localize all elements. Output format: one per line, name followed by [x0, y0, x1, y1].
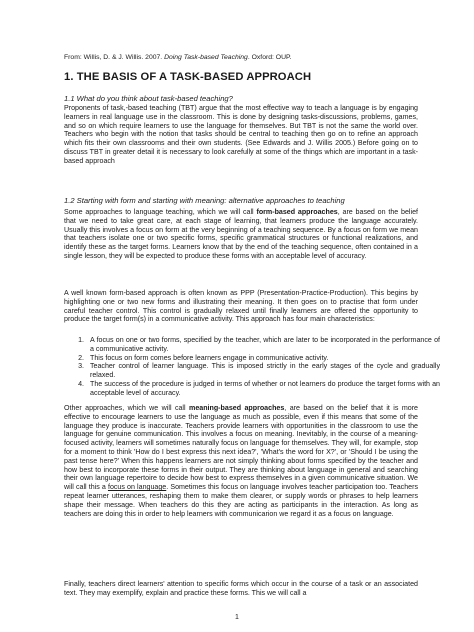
paragraph-final: Finally, teachers direct learners' attention to specific forms which occur in the course of a task or an associated text. They may exemplify, explain and practice these forms. This we will call a	[64, 580, 418, 597]
list-item: 1. A focus on one or two forms, specified by the teacher, which are later to be incorporated in the performance of a communicative activity.	[86, 336, 440, 354]
term-focus-on-language: focus on language	[107, 483, 167, 492]
characteristics-list	[64, 336, 440, 398]
term-meaning-based: meaning-based approaches	[189, 404, 285, 412]
subsection-heading-1-2: 1.2 Starting with form and starting with meaning: alternative approaches to teaching	[64, 196, 345, 205]
list-item: 4. The success of the procedure is judged in terms of whether or not learners do produce the target forms with an acceptable level of accuracy.	[86, 380, 440, 398]
paragraph-meaning-based: Other approaches, which we will call meaning-based approaches, are based on the belief that it is more effective to encourage learners to use the language as much as possible, even if this means that some of the language they produce is inaccurate. Teachers provide learners with opportunities in the classroom to use the language for genuine communication. This involves a focus on meaning. Inevitably, in the course of a meaning-focused activity, learners will sometimes naturally focus on language for themselves. They will, for example, stop for a moment to think 'How do I best express this next idea?', 'What's the word for X?', or 'Should I be using the past tense here?' When this happens learners are not simply thinking about forms specified by the teacher and how best to incorporate these forms in their output. They are thinking about language in general and searching their own language repertoire to decide how best to express themselves in a given communicative situation. We will call this a focus on language. Sometimes this focus on language involves teacher participation too. Teachers repeat learner utterances, reshaping them to make them clearer, or supply words or phrases to help learners shape their message. When teachers do this they are acting as participants in the interaction. As long as teachers are doing this in order to help learners with communicarion we regard it as a focus on language.	[64, 404, 419, 518]
paragraph-form-based: Some approaches to language teaching, which we will call form-based approaches, are based on the belief that we need to take great care, at each stage of learning, that learners produce the language accurately. Usually this involves a focus on form at the very beginning of a teaching sequence. By a focus on form we mean that teachers isolate one or two specific forms, specific grammatical structures or functional realizations, and identify these as the target forms. Learners know that by the end of the teaching sequence, often contained in a single lesson, they will be expected to produce these forms with an acceptable level of accuracy.	[64, 208, 419, 260]
paragraph-tbt-intro: Proponents of task,-based teaching (TBT) argue that the most effective way to teach a language is by engaging learners in real language use in the classroom. This is done by designing tasks-discussions, problems, games, and so on which require learners to use the language for themselves. But TBT is not the same the world over. Teachers who begin with the notion that tasks should be central to teaching then go on to refine an approach which fits their own classrooms and their own students. (See Edwards and J. Willis 2005.) Before going on to discuss TBT in greater detail it is necessary to look carefully at some of the things which are important in a task-based approach	[64, 104, 418, 165]
term-form-based: form-based approaches	[256, 208, 338, 216]
section-heading: 1. THE BASIS OF A TASK-BASED APPROACH	[64, 71, 312, 83]
source-citation: From: Willis, D. & J. Willis. 2007. Doing Task-based Teaching. Oxford: OUP.	[64, 54, 292, 61]
book-title: Doing Task-based Teaching	[164, 54, 248, 61]
page-number: 1	[235, 614, 239, 621]
list-item: 3. Teacher control of learner language. This is imposed strictly in the early stages of the cycle and gradually relaxed.	[86, 362, 440, 380]
subsection-heading-1-1: 1.1 What do you think about task-based teaching?	[64, 94, 233, 103]
paragraph-ppp: A well known form-based approach is often known as PPP (Presentation-Practice-Production). This begins by highlighting one or two new forms and illustrating their meaning. It then goes on to practise that form under careful teacher control. This control is gradually relaxed until finally learners are offered the opportunity to produce the target form(s) in a communicative activity. This approach has four main characteristics:	[64, 289, 418, 324]
list-item: 2. This focus on form comes before learners engage in communicative activity.	[86, 354, 440, 363]
